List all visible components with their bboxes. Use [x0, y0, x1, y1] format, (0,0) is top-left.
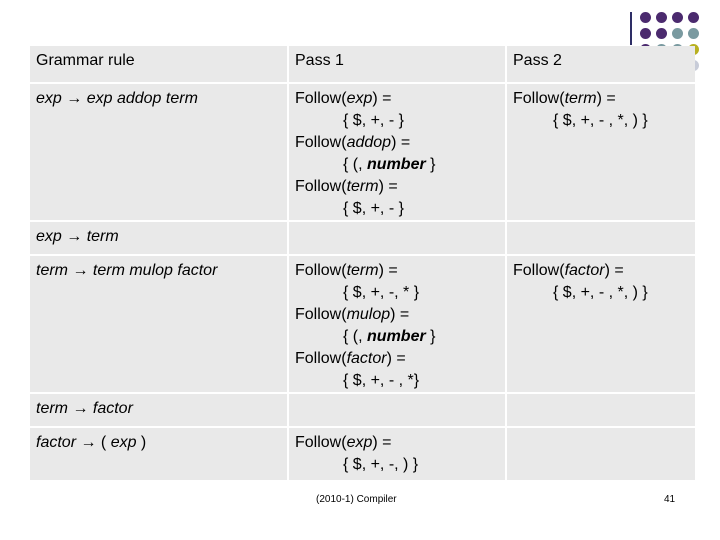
- follow-set: { $, +, - , *, ) }: [553, 284, 648, 301]
- pass2-cell: [507, 84, 695, 220]
- follow-set: { (, number }: [343, 156, 436, 173]
- rule-cell: [30, 256, 287, 392]
- decorative-dot: [640, 12, 651, 23]
- header-pass-1: Pass 1: [289, 46, 505, 82]
- decorative-dot: [640, 28, 651, 39]
- pass2-cell: [507, 256, 695, 392]
- footer-course: (2010-1) Compiler: [316, 494, 397, 505]
- follow-set: { $, +, -, ) }: [343, 456, 419, 473]
- decorative-dot: [656, 28, 667, 39]
- pass1-cell: [289, 84, 505, 220]
- follow-label: Follow(exp) =: [295, 434, 392, 451]
- pass1-cell: [289, 256, 505, 392]
- decorative-dot: [656, 12, 667, 23]
- table-row: [30, 222, 695, 254]
- follow-set: { $, +, - }: [343, 200, 404, 217]
- follow-set: { $, +, - , *, ) }: [553, 112, 648, 129]
- rule-text: term → term mulop factor: [36, 262, 218, 279]
- pass1-cell: [289, 428, 505, 480]
- rule-text: term → factor: [36, 400, 133, 417]
- pass2-cell: [507, 394, 695, 426]
- rule-cell: [30, 394, 287, 426]
- decorative-dot: [672, 28, 683, 39]
- table-header-row: [30, 46, 695, 82]
- pass1-cell: [289, 394, 505, 426]
- page-number: 41: [664, 494, 676, 505]
- table-row: [30, 256, 695, 392]
- table-row: [30, 394, 695, 426]
- follow-set: { $, +, - }: [343, 112, 404, 129]
- follow-label: Follow(factor) =: [513, 262, 624, 279]
- pass2-cell: [507, 222, 695, 254]
- rule-text: exp → term: [36, 228, 119, 245]
- decorative-dot: [672, 12, 683, 23]
- follow-label: Follow(term) =: [513, 90, 616, 107]
- title-divider-line: [630, 12, 632, 45]
- follow-label: Follow(term) =: [295, 178, 398, 195]
- follow-set: { $, +, -, * }: [343, 284, 420, 301]
- rule-cell: [30, 84, 287, 220]
- rule-text: exp → exp addop term: [36, 90, 198, 107]
- header-grammar-rule: Grammar rule: [30, 46, 287, 82]
- decorative-dot: [688, 28, 699, 39]
- pass1-cell: [289, 222, 505, 254]
- table-row: [30, 84, 695, 220]
- rule-text: factor → ( exp ): [36, 434, 147, 451]
- follow-label: Follow(term) =: [295, 262, 398, 279]
- rule-cell: [30, 428, 287, 480]
- header-pass-2: Pass 2: [507, 46, 695, 82]
- grammar-table: [28, 44, 697, 482]
- follow-set: { (, number }: [343, 328, 436, 345]
- decorative-dot: [688, 12, 699, 23]
- follow-label: Follow(addop) =: [295, 134, 411, 151]
- follow-label: Follow(mulop) =: [295, 306, 410, 323]
- follow-label: Follow(factor) =: [295, 350, 406, 367]
- table-row: [30, 428, 695, 480]
- follow-set: { $, +, - , *}: [343, 372, 420, 389]
- rule-cell: [30, 222, 287, 254]
- follow-label: Follow(exp) =: [295, 90, 392, 107]
- pass2-cell: [507, 428, 695, 480]
